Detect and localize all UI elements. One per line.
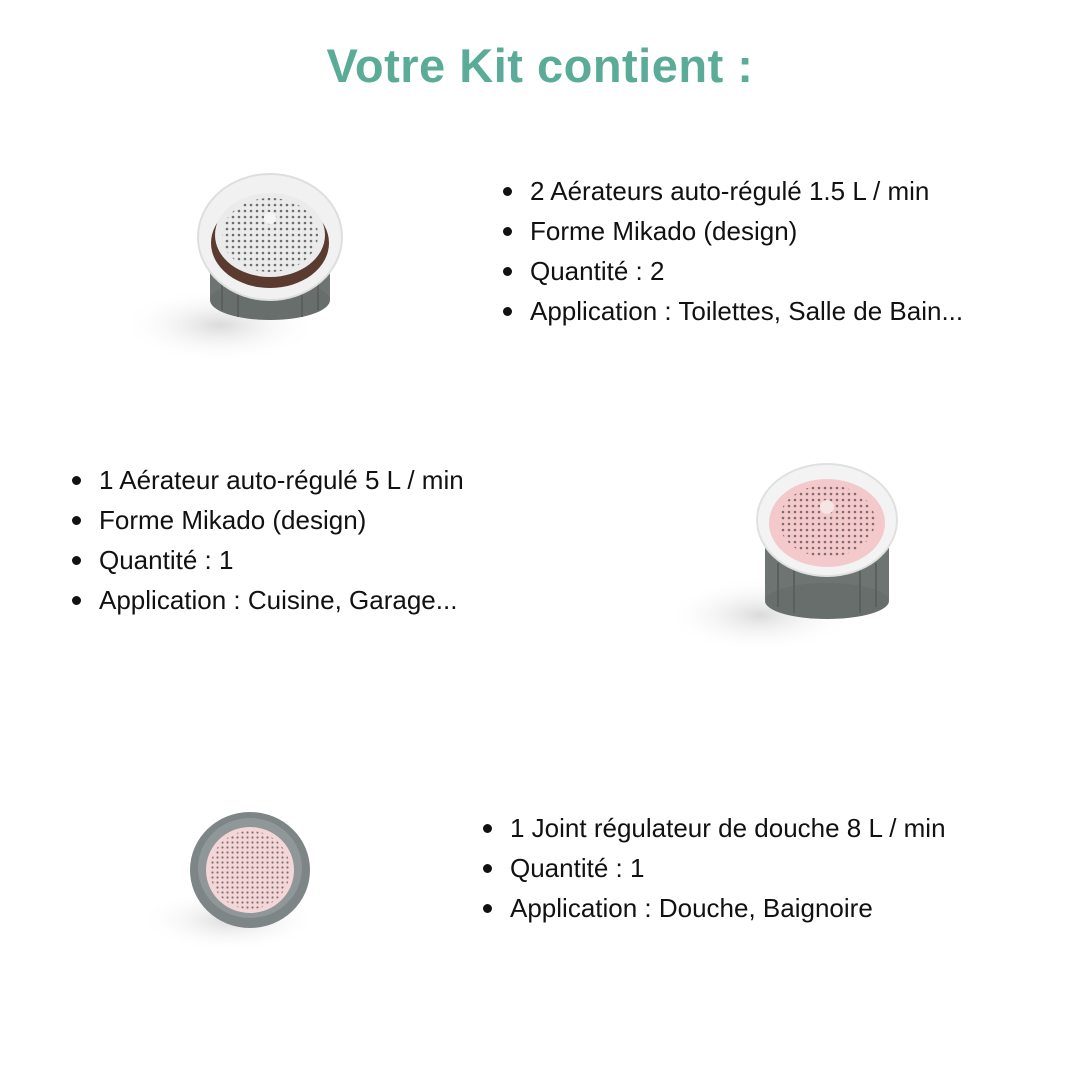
aerator-pink-mesh-icon (660, 455, 910, 665)
list-item: Quantité : 1 (99, 540, 464, 580)
aerator-brown-ring-icon (110, 160, 370, 380)
page-title: Votre Kit contient : (326, 39, 754, 92)
list-item: Forme Mikado (design) (99, 500, 464, 540)
list-item: Application : Cuisine, Garage... (99, 580, 464, 620)
list-item: 1 Aérateur auto-régulé 5 L / min (99, 460, 464, 500)
list-item: Application : Toilettes, Salle de Bain... (530, 291, 963, 331)
shower-regulator-joint-icon (120, 800, 360, 960)
list-item: Forme Mikado (design) (530, 211, 963, 251)
list-item: 1 Joint régulateur de douche 8 L / min (510, 808, 946, 848)
item-2-bullets (67, 460, 464, 620)
list-item: Application : Douche, Baignoire (510, 888, 946, 928)
item-1-bullets (498, 171, 963, 331)
list-item: 2 Aérateurs auto-régulé 1.5 L / min (530, 171, 963, 211)
list-item: Quantité : 2 (530, 251, 963, 291)
list-item: Quantité : 1 (510, 848, 946, 888)
item-3-bullets (478, 808, 946, 928)
